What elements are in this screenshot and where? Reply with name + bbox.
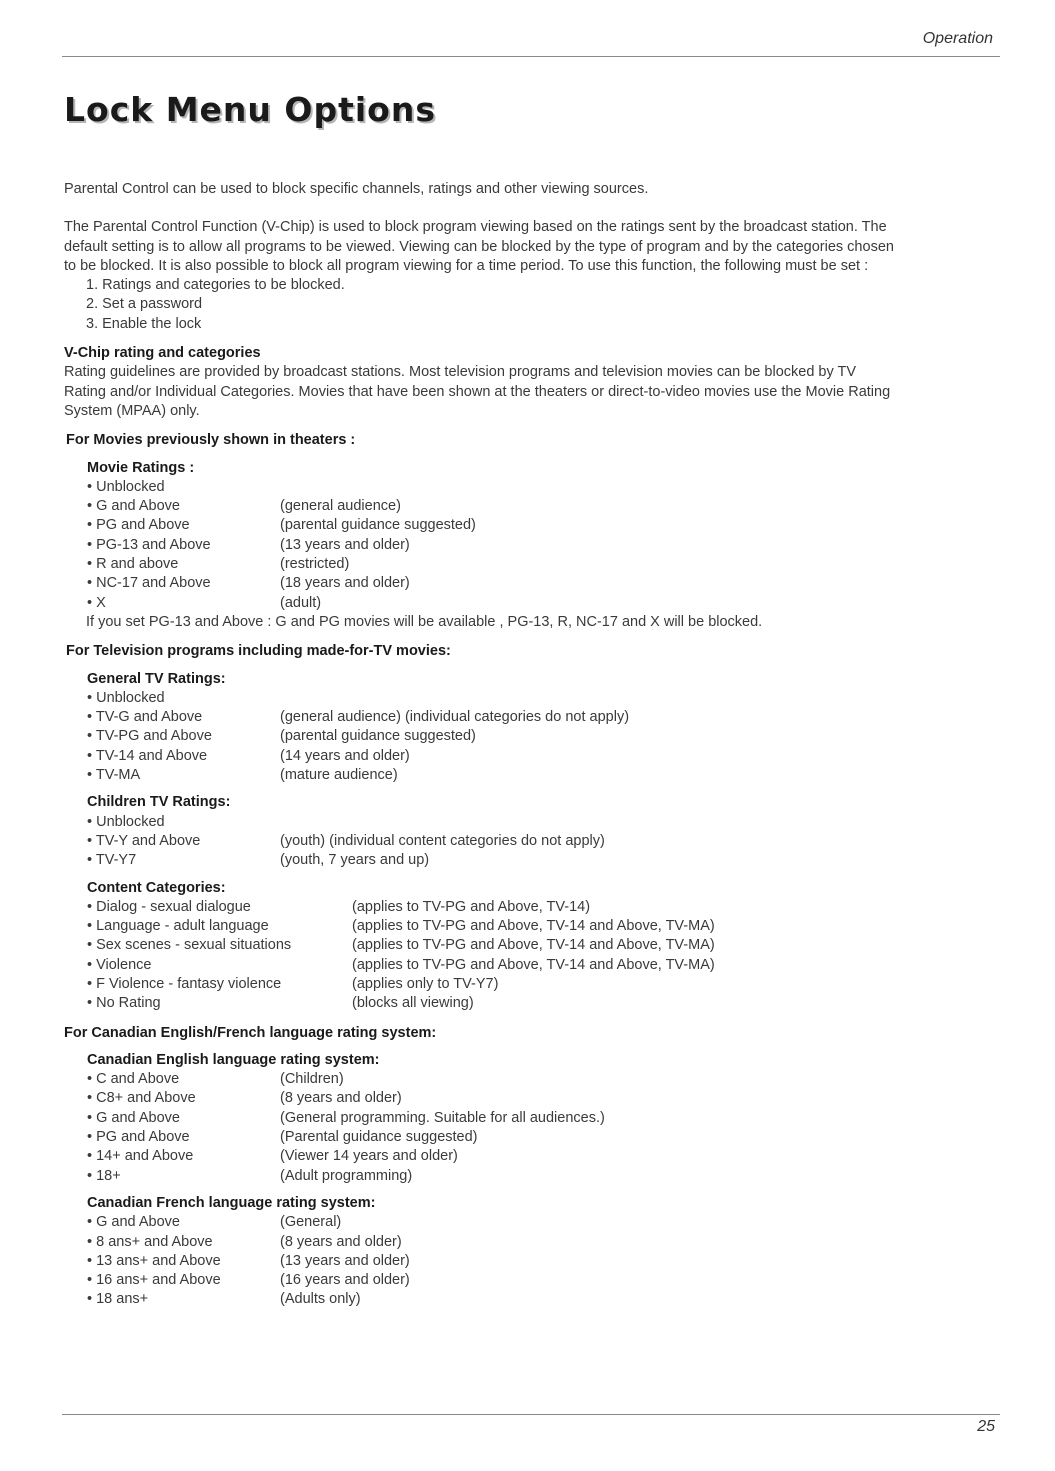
rating-label: • 16 ans+ and Above [87,1272,221,1289]
rating-desc: (parental guidance suggested) [280,517,476,534]
step-item: 3. Enable the lock [86,315,202,332]
category-desc: (applies only to TV-Y7) [352,975,499,992]
rating-row [87,1290,994,1309]
rating-row [87,727,994,746]
rating-row [87,497,994,516]
rating-row [87,574,994,593]
rating-row [87,832,994,851]
movie-ratings-list [64,478,994,613]
movies-heading: For Movies previously shown in theaters : [66,432,356,449]
footer-rule [62,1414,1000,1415]
rating-label: • Unblocked [87,689,165,706]
rating-row [87,594,994,613]
rating-desc: (13 years and older) [280,1252,410,1269]
rating-desc: (16 years and older) [280,1272,410,1289]
rating-desc: (Children) [280,1071,344,1088]
rating-desc: (8 years and older) [280,1233,402,1250]
paragraph-line: default setting is to allow all programs to be viewed. Viewing can be blocked by the type of program and by the categories chosen [64,238,894,255]
rating-desc: (General) [280,1214,342,1231]
rating-desc: (General programming. Suitable for all audiences.) [280,1109,605,1126]
content-categories-subheading: Content Categories: [87,879,226,896]
rating-label: • TV-MA [87,767,141,784]
rating-label: • NC-17 and Above [87,575,211,592]
rating-row [87,1252,994,1271]
category-label: • No Rating [87,995,161,1012]
rating-desc: (8 years and older) [280,1090,402,1107]
rating-label: • 14+ and Above [87,1148,194,1165]
rating-label: • Unblocked [87,478,165,495]
rating-desc: (parental guidance suggested) [280,728,476,745]
rating-desc: (14 years and older) [280,747,410,764]
rating-row [87,1271,994,1290]
intro-text: Parental Control can be used to block specific channels, ratings and other viewing sources. [64,181,649,197]
rating-label: • 18+ [87,1167,121,1184]
category-row [87,898,994,917]
paragraph-line: The Parental Control Function (V-Chip) is used to block program viewing based on the ratings sent by the broadcast station. The [64,219,887,236]
rating-label: • TV-Y7 [87,852,137,869]
rating-row [87,516,994,535]
general-tv-list [64,689,994,785]
rating-label: • C8+ and Above [87,1090,196,1107]
canadian-english-subheading: Canadian English language rating system: [87,1051,380,1068]
content-categories-list [64,898,994,1014]
rating-row [87,1147,994,1166]
category-desc: (applies to TV-PG and Above, TV-14 and Above, TV-MA) [352,937,715,954]
rating-desc: (Adults only) [280,1291,361,1308]
category-desc: (applies to TV-PG and Above, TV-14 and Above, TV-MA) [352,956,715,973]
rating-desc: (Parental guidance suggested) [280,1129,478,1146]
paragraph-line: to be blocked. It is also possible to block all program viewing for a time period. To use this function, the following must be set : [64,257,869,274]
rating-row [87,708,994,727]
category-desc: (applies to TV-PG and Above, TV-14 and Above, TV-MA) [352,918,715,935]
rating-row [87,689,994,708]
rating-label: • 18 ans+ [87,1291,149,1308]
rating-desc: (restricted) [280,556,350,573]
section-label: Operation [922,30,993,47]
page-content [64,180,994,1310]
rating-row [87,555,994,574]
rating-label: • TV-G and Above [87,709,203,726]
canadian-english-list [64,1070,994,1186]
rating-desc: (Adult programming) [280,1167,413,1184]
rating-label: • TV-PG and Above [87,728,212,745]
rating-row [87,766,994,785]
vchip-heading: V-Chip rating and categories [64,345,261,362]
tv-heading: For Television programs including made-for-TV movies: [66,643,451,660]
category-label: • F Violence - fantasy violence [87,975,282,992]
rating-row [87,1213,994,1232]
page-title: Lock Menu Options [64,90,436,129]
children-tv-list [64,813,994,871]
rating-label: • G and Above [87,1214,180,1231]
rating-label: • G and Above [87,1109,180,1126]
rating-desc: (13 years and older) [280,536,410,553]
rating-label: • 13 ans+ and Above [87,1252,221,1269]
rating-row [87,813,994,832]
header-rule [62,56,1000,57]
step-item: 1. Ratings and categories to be blocked. [86,277,345,294]
category-desc: (applies to TV-PG and Above, TV-14) [352,898,591,915]
rating-row [87,536,994,555]
rating-desc: (youth) (individual content categories do not apply) [280,832,605,849]
rating-label: • X [87,594,106,611]
rating-label: • C and Above [87,1071,180,1088]
rating-row [87,1167,994,1186]
category-row [87,936,994,955]
rating-label: • G and Above [87,498,180,515]
rating-desc: (mature audience) [280,767,398,784]
rating-label: • PG and Above [87,1129,190,1146]
general-tv-subheading: General TV Ratings: [87,670,226,687]
parental-control-paragraph [64,218,994,276]
rating-label: • Unblocked [87,813,165,830]
category-row [87,956,994,975]
rating-label: • PG-13 and Above [87,536,211,553]
rating-desc: (adult) [280,594,322,611]
rating-row [87,1089,994,1108]
rating-desc: (general audience) [280,498,401,515]
rating-row [87,747,994,766]
category-desc: (blocks all viewing) [352,995,474,1012]
page-number: 25 [977,1418,995,1435]
rating-desc [280,689,994,708]
rating-row [87,1070,994,1089]
rating-label: • PG and Above [87,517,190,534]
rating-desc [280,478,994,497]
rating-row [87,1128,994,1147]
rating-desc: (18 years and older) [280,575,410,592]
rating-desc: (youth, 7 years and up) [280,852,430,869]
rating-row [87,851,994,870]
rating-label: • 8 ans+ and Above [87,1233,213,1250]
canadian-heading: For Canadian English/French language rating system: [64,1024,437,1041]
rating-row [87,1109,994,1128]
rating-label: • R and above [87,556,179,573]
rating-label: • TV-Y and Above [87,832,201,849]
canadian-french-subheading: Canadian French language rating system: [87,1194,376,1211]
category-row [87,994,994,1013]
category-row [87,917,994,936]
step-item: 2. Set a password [86,296,203,313]
children-tv-subheading: Children TV Ratings: [87,794,231,811]
rating-row [87,478,994,497]
category-label: • Violence [87,956,152,973]
rating-desc [280,813,994,832]
rating-desc: (Viewer 14 years and older) [280,1148,458,1165]
category-row [87,975,994,994]
category-label: • Dialog - sexual dialogue [87,898,251,915]
vchip-line: System (MPAA) only. [64,402,200,419]
vchip-text [64,363,994,421]
vchip-line: Rating and/or Individual Categories. Movies that have been shown at the theaters or direct-to-video movies use the Movie Rating [64,383,891,400]
steps-list [64,276,994,334]
category-label: • Language - adult language [87,918,269,935]
movies-note: If you set PG-13 and Above : G and PG movies will be available , PG-13, R, NC-17 and X will be blocked. [86,613,763,630]
movie-ratings-subheading: Movie Ratings : [87,459,195,476]
rating-desc: (general audience) (individual categories do not apply) [280,709,630,726]
rating-row [87,1233,994,1252]
rating-label: • TV-14 and Above [87,747,208,764]
canadian-french-list [64,1213,994,1309]
category-label: • Sex scenes - sexual situations [87,937,292,954]
vchip-line: Rating guidelines are provided by broadcast stations. Most television programs and television movies can be blocked by TV [64,364,857,381]
